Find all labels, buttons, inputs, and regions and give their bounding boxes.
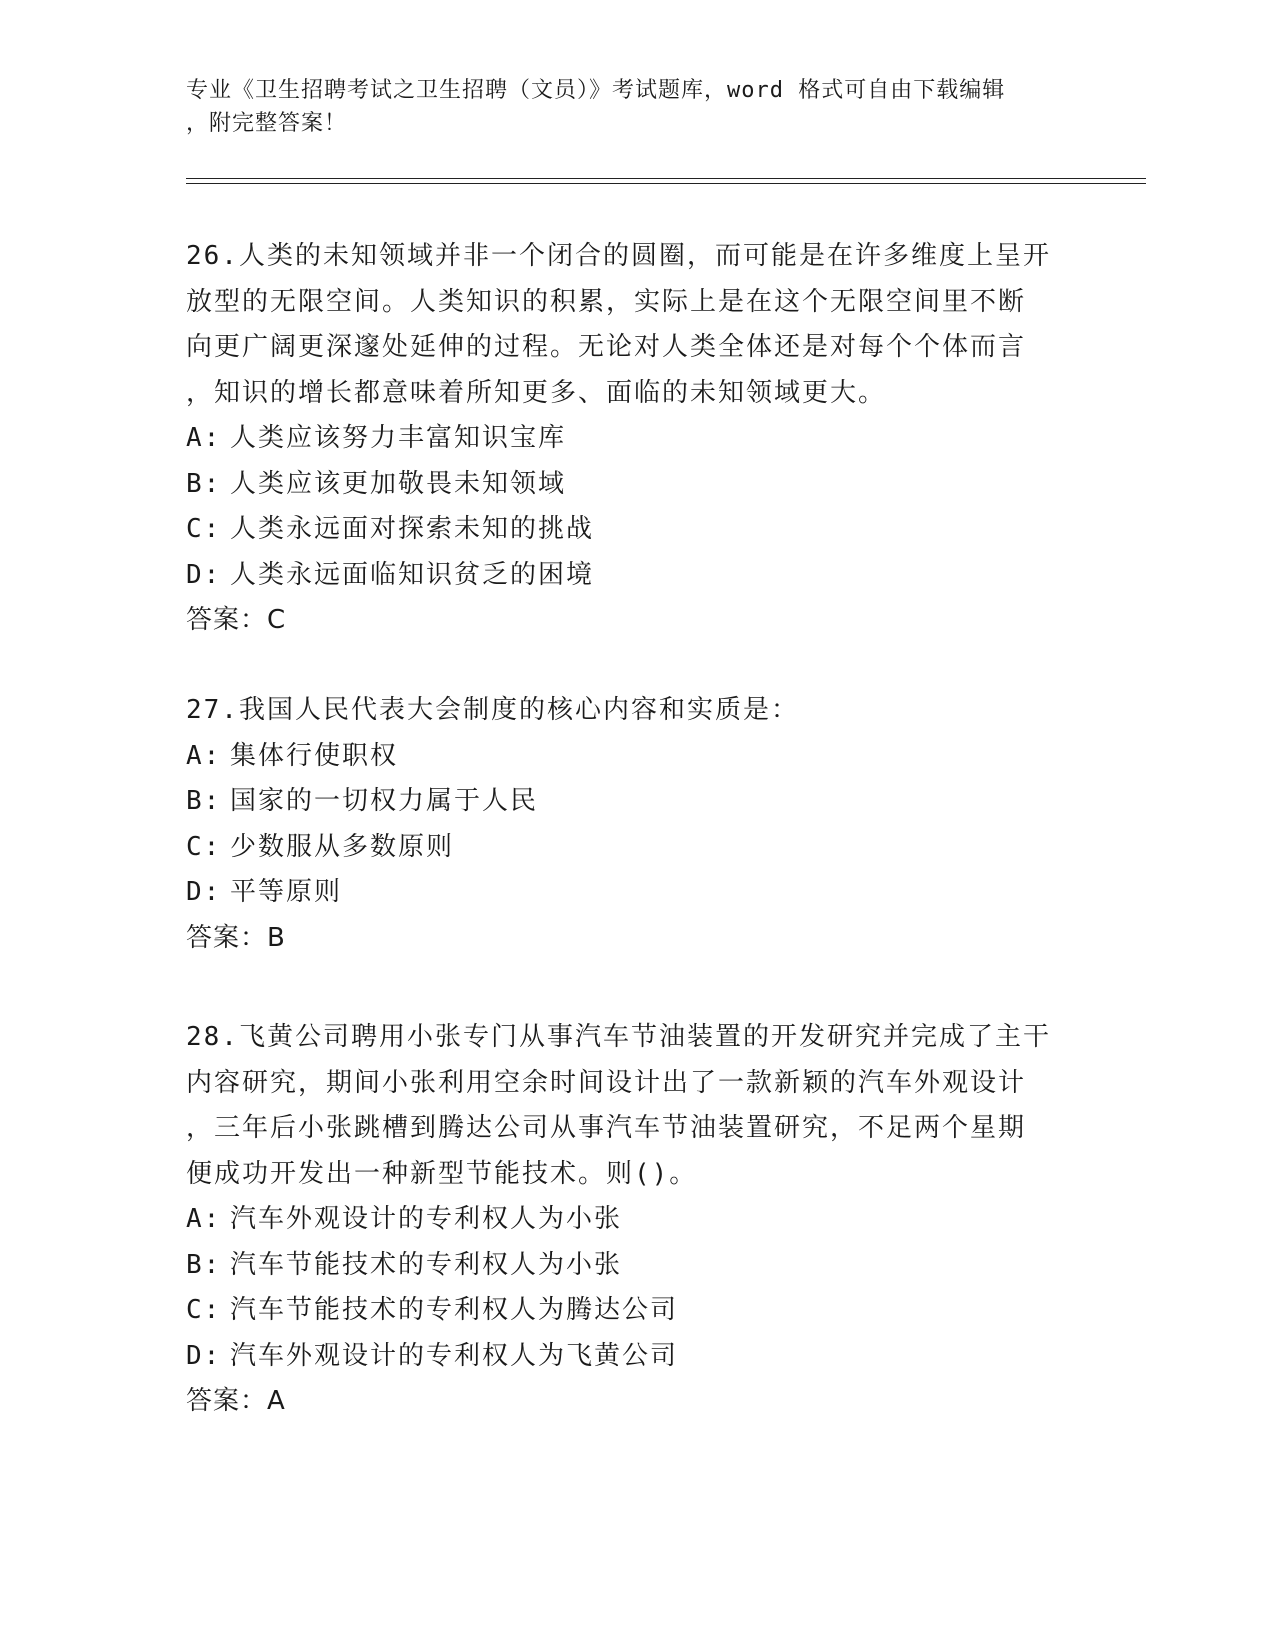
- option-b: [186, 462, 1066, 508]
- option-b: [186, 1243, 1066, 1289]
- option-key: A:: [186, 740, 222, 771]
- question-27: [186, 688, 1066, 961]
- option-key: A:: [186, 423, 222, 453]
- option-key: B:: [186, 1249, 222, 1280]
- question-stem: [186, 688, 1066, 734]
- header-divider-bottom: [186, 183, 1146, 184]
- stem-line: 28.飞黄公司聘用小张专门从事汽车节油装置的开发研究并完成了主干: [186, 1022, 1051, 1052]
- option-text: 国家的一切权力属于人民: [230, 786, 539, 816]
- option-d: [186, 870, 1066, 916]
- option-text: 人类永远面对探索未知的挑战: [230, 514, 595, 544]
- option-text: 汽车节能技术的专利权人为小张: [230, 1249, 623, 1280]
- option-text: 汽车节能技术的专利权人为腾达公司: [230, 1295, 679, 1325]
- question-28: [186, 1015, 1066, 1425]
- option-text: 汽车外观设计的专利权人为小张: [230, 1204, 623, 1234]
- option-key: D:: [186, 559, 222, 590]
- document-header: [186, 74, 1066, 140]
- option-a: [186, 416, 1066, 462]
- stem-line: 内容研究，期间小张利用空余时间设计出了一款新颖的汽车外观设计: [186, 1067, 1027, 1098]
- header-line: 专业《卫生招聘考试之卫生招聘（文员）》考试题库，word 格式可自由下载编辑: [186, 78, 1006, 103]
- option-key: C:: [186, 1295, 222, 1325]
- option-text: 人类永远面临知识贫乏的困境: [230, 559, 595, 590]
- option-d: [186, 1334, 1066, 1380]
- option-key: C:: [186, 831, 222, 862]
- header-divider-top: [186, 178, 1146, 179]
- answer-line: 答案：A: [186, 1386, 286, 1416]
- question-26: [186, 234, 1066, 644]
- question-stem: [186, 1015, 1066, 1197]
- option-b: [186, 779, 1066, 825]
- stem-line: 放型的无限空间。人类知识的积累，实际上是在这个无限空间里不断: [186, 286, 1027, 317]
- option-text: 人类应该努力丰富知识宝库: [230, 423, 567, 453]
- option-key: D:: [186, 1340, 222, 1371]
- answer-line: 答案：C: [186, 605, 287, 635]
- option-text: 集体行使职权: [230, 740, 399, 771]
- option-key: D:: [186, 877, 222, 907]
- option-text: 人类应该更加敬畏未知领域: [230, 468, 567, 499]
- stem-line: 向更广阔更深邃处延伸的过程。无论对人类全体还是对每个个体而言: [186, 332, 1027, 362]
- stem-line: ，三年后小张跳槽到腾达公司从事汽车节油装置研究，不足两个星期: [186, 1113, 1027, 1143]
- header-line: ，附完整答案！: [186, 111, 348, 136]
- option-key: B:: [186, 786, 222, 816]
- option-a: [186, 734, 1066, 780]
- option-a: [186, 1197, 1066, 1243]
- option-c: [186, 825, 1066, 871]
- stem-line: 27.我国人民代表大会制度的核心内容和实质是：: [186, 695, 799, 725]
- option-d: [186, 553, 1066, 599]
- option-key: C:: [186, 514, 222, 544]
- option-c: [186, 1288, 1066, 1334]
- option-key: B:: [186, 468, 222, 499]
- option-key: A:: [186, 1204, 222, 1234]
- option-c: [186, 507, 1066, 553]
- stem-line: 26.人类的未知领域并非一个闭合的圆圈，而可能是在许多维度上呈开: [186, 241, 1051, 271]
- option-text: 平等原则: [230, 877, 343, 907]
- question-stem: [186, 234, 1066, 416]
- answer-line: 答案：B: [186, 922, 286, 953]
- option-text: 少数服从多数原则: [230, 831, 455, 862]
- stem-line: ，知识的增长都意味着所知更多、面临的未知领域更大。: [186, 377, 887, 408]
- option-text: 汽车外观设计的专利权人为飞黄公司: [230, 1340, 679, 1371]
- stem-line: 便成功开发出一种新型节能技术。则()。: [186, 1158, 698, 1189]
